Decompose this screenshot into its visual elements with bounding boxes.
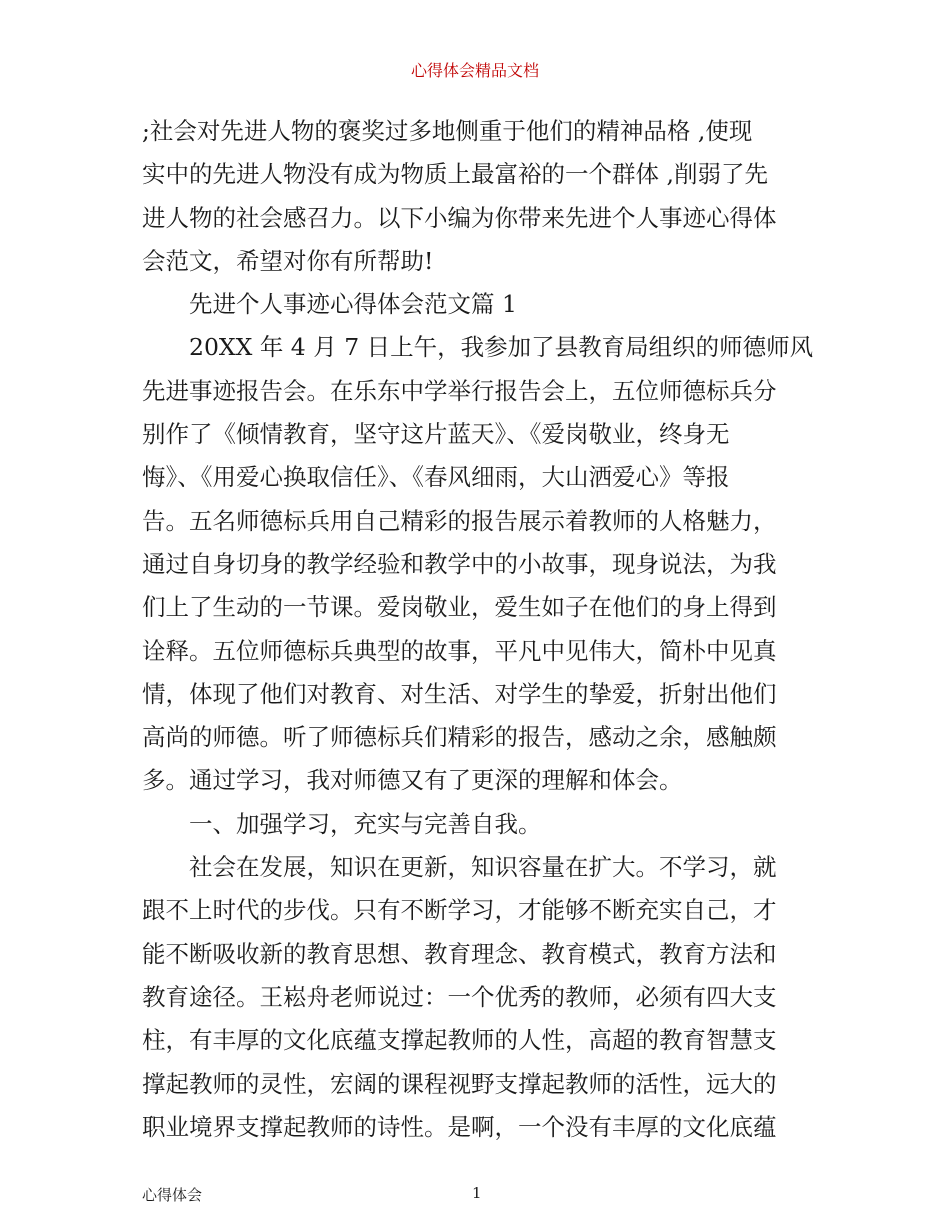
body-line: 职业境界支撑起教师的诗性。是啊，一个没有丰厚的文化底蕴 <box>142 1112 777 1141</box>
body-line: 撑起教师的灵性，宏阔的课程视野支撑起教师的活性，远大的 <box>142 1069 777 1098</box>
body-line: 告。五名师德标兵用自己精彩的报告展示着教师的人格魅力， <box>142 506 777 535</box>
subsection-heading: 一、加强学习，充实与完善自我。 <box>189 809 542 838</box>
section-heading: 先进个人事迹心得体会范文篇 1 <box>189 290 517 319</box>
body-line: 多。通过学习，我对师德又有了更深的理解和体会。 <box>142 766 683 795</box>
body-line: ;社会对先进人物的褒奖过多地侧重于他们的精神品格 ,使现 <box>142 117 753 145</box>
body-line: 悔》、《用爱心换取信任》、《春风细雨，大山洒爱心》等报 <box>142 463 730 492</box>
body-line: 先进事迹报告会。在乐东中学举行报告会上，五位师德标兵分 <box>142 376 777 405</box>
body-line: 通过自身切身的教学经验和教学中的小故事，现身说法，为我 <box>142 549 777 578</box>
body-line: 们上了生动的一节课。爱岗敬业，爱生如子在他们的身上得到 <box>142 593 777 622</box>
body-line: 跟不上时代的步伐。只有不断学习，才能够不断充实自己，才 <box>142 896 777 925</box>
body-line: 实中的先进人物没有成为物质上最富裕的一个群体 ,削弱了先 <box>142 160 768 189</box>
body-line: 社会在发展，知识在更新，知识容量在扩大。不学习，就 <box>189 853 777 882</box>
body-line: 情，体现了他们对教育、对生活、对学生的挚爱，折射出他们 <box>142 679 777 708</box>
body-line: 高尚的师德。听了师德标兵们精彩的报告，感动之余，感触颇 <box>142 723 777 752</box>
body-line: 诠释。五位师德标兵典型的故事，平凡中见伟大，简朴中见真 <box>142 636 777 665</box>
body-line: 教育途径。王崧舟老师说过：一个优秀的教师，必须有四大支 <box>142 982 777 1011</box>
body-line: 20XX 年 4 月 7 日上午，我参加了县教育局组织的师德师风 <box>189 333 814 362</box>
body-line: 别作了《倾情教育，坚守这片蓝天》、《爱岗敬业，终身无 <box>142 420 730 449</box>
footer-label: 心得体会 <box>142 1186 203 1204</box>
page-number: 1 <box>472 1184 482 1202</box>
body-line: 能不断吸收新的教育思想、教育理念、教育模式，教育方法和 <box>142 939 777 968</box>
body-line: 柱，有丰厚的文化底蕴支撑起教师的人性，高超的教育智慧支 <box>142 1026 777 1055</box>
document-body <box>142 110 812 1149</box>
page-header-title: 心得体会精品文档 <box>410 61 539 80</box>
body-line: 进人物的社会感召力。以下小编为你带来先进个人事迹心得体 <box>142 203 777 232</box>
body-line: 会范文，希望对你有所帮助! <box>142 246 434 275</box>
